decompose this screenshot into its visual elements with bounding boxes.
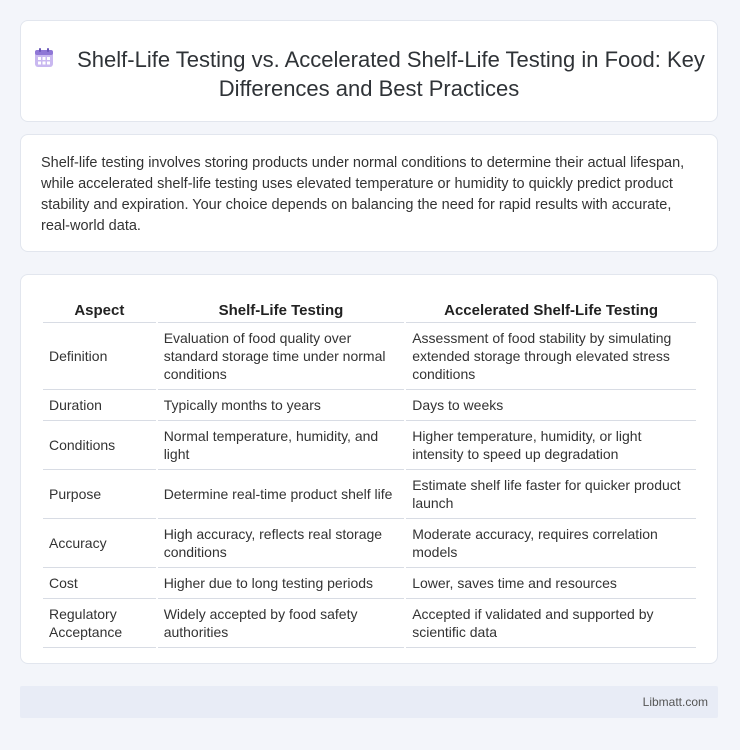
header-accelerated: Accelerated Shelf-Life Testing bbox=[406, 295, 696, 323]
cell-shelf-life: High accuracy, reflects real storage conditions bbox=[158, 519, 405, 568]
cell-accelerated: Assessment of food stability by simulating extended storage through elevated stress conditions bbox=[406, 323, 696, 390]
cell-aspect: Purpose bbox=[43, 470, 156, 519]
cell-aspect: Conditions bbox=[43, 421, 156, 470]
cell-shelf-life: Widely accepted by food safety authorities bbox=[158, 599, 405, 648]
cell-aspect: Regulatory Acceptance bbox=[43, 599, 156, 648]
table-row bbox=[43, 470, 696, 519]
cell-shelf-life: Normal temperature, humidity, and light bbox=[158, 421, 405, 470]
cell-accelerated: Higher temperature, humidity, or light intensity to speed up degradation bbox=[406, 421, 696, 470]
cell-accelerated: Lower, saves time and resources bbox=[406, 568, 696, 599]
table-row bbox=[43, 599, 696, 648]
comparison-table bbox=[41, 295, 698, 648]
header-aspect: Aspect bbox=[43, 295, 156, 323]
cell-aspect: Cost bbox=[43, 568, 156, 599]
calendar-icon bbox=[33, 47, 55, 69]
cell-shelf-life: Typically months to years bbox=[158, 390, 405, 421]
footer-bar bbox=[20, 686, 718, 718]
header-shelf-life: Shelf-Life Testing bbox=[158, 295, 405, 323]
cell-aspect: Duration bbox=[43, 390, 156, 421]
summary-text: Shelf-life testing involves storing products under normal conditions to determine their actual lifespan, while accelerated shelf-life testing uses elevated temperature or humidity to quickly predict product stability and expiration. Your choice depends on balancing the need for rapid results with accurate, real-world data. bbox=[41, 155, 685, 234]
cell-accelerated: Moderate accuracy, requires correlation models bbox=[406, 519, 696, 568]
summary-card bbox=[20, 134, 718, 252]
cell-accelerated: Accepted if validated and supported by scientific data bbox=[406, 599, 696, 648]
cell-accelerated: Days to weeks bbox=[406, 390, 696, 421]
page-title: Shelf-Life Testing vs. Accelerated Shelf-Life Testing in Food: Key Differences and Best Practices bbox=[77, 47, 705, 101]
table-row bbox=[43, 519, 696, 568]
cell-shelf-life: Evaluation of food quality over standard storage time under normal conditions bbox=[158, 323, 405, 390]
table-row bbox=[43, 421, 696, 470]
table-header-row bbox=[43, 295, 696, 323]
comparison-table-card bbox=[20, 274, 718, 664]
table-row bbox=[43, 390, 696, 421]
cell-shelf-life: Determine real-time product shelf life bbox=[158, 470, 405, 519]
page-title-wrap bbox=[21, 45, 717, 103]
footer-brand-link[interactable]: Libmatt.com bbox=[642, 695, 708, 709]
cell-accelerated: Estimate shelf life faster for quicker product launch bbox=[406, 470, 696, 519]
table-row bbox=[43, 323, 696, 390]
title-card bbox=[20, 20, 718, 122]
table-row bbox=[43, 568, 696, 599]
cell-shelf-life: Higher due to long testing periods bbox=[158, 568, 405, 599]
cell-aspect: Definition bbox=[43, 323, 156, 390]
cell-aspect: Accuracy bbox=[43, 519, 156, 568]
